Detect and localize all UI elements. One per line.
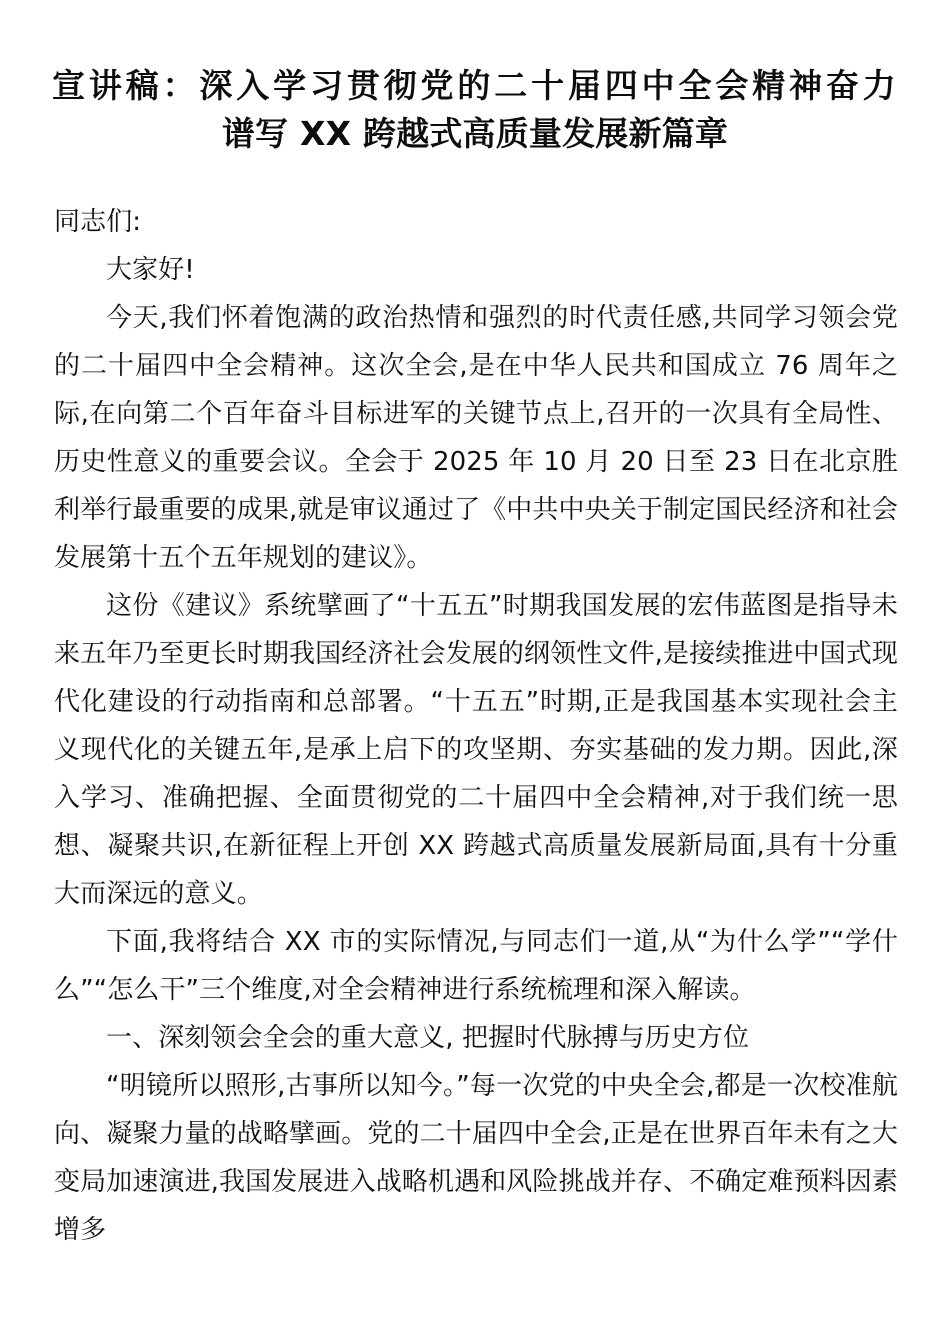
paragraph-4: “明镜所以照形,古事所以知今。”每一次党的中央全会,都是一次校准航向、凝聚力量的战略擘画。党的二十届四中全会,正是在世界百年未有之大变局加速演进,我国发展进入战略机遇和风险挑战并存、不确定难预料因素增多	[54, 1071, 898, 1245]
paragraph-salutation: 同志们:	[54, 207, 142, 237]
paragraph-1: 今天,我们怀着饱满的政治热情和强烈的时代责任感,共同学习领会党的二十届四中全会精神。这次全会,是在中华人民共和国成立 76 周年之际,在向第二个百年奋斗目标进军的关键节点上,召开的一次具有全局性、历史性意义的重要会议。全会于 2025 年 10 月 20 日至 23 日在北京胜利举行最重要的成果,就是审议通过了《中共中央关于制定国民经济和社会发展第十五个五年规划的建议》。	[54, 303, 898, 573]
document-body	[0, 198, 950, 1254]
paragraph-2: 这份《建议》系统擘画了“十五五”时期我国发展的宏伟蓝图是指导未来五年乃至更长时期我国经济社会发展的纲领性文件,是接续推进中国式现代化建设的行动指南和总部署。“十五五”时期,正是我国基本实现社会主义现代化的关键五年,是承上启下的攻坚期、夯实基础的发力期。因此,深入学习、准确把握、全面贯彻党的二十届四中全会精神,对于我们统一思想、凝聚共识,在新征程上开创 XX 跨越式高质量发展新局面,具有十分重大而深远的意义。	[54, 591, 898, 909]
page-title-line-2: 谱写 XX 跨越式高质量发展新篇章	[221, 114, 729, 153]
page-title-line-1: 宣讲稿：深入学习贯彻党的二十届四中全会精神奋力	[52, 66, 896, 105]
paragraph-3: 下面,我将结合 XX 市的实际情况,与同志们一道,从“为什么学”“学什么”“怎么干”三个维度,对全会精神进行系统梳理和深入解读。	[54, 927, 898, 1005]
page-title	[0, 0, 950, 158]
section-heading-1: 一、深刻领会全会的重大意义, 把握时代脉搏与历史方位	[106, 1023, 750, 1053]
paragraph-greeting: 大家好!	[106, 255, 195, 285]
